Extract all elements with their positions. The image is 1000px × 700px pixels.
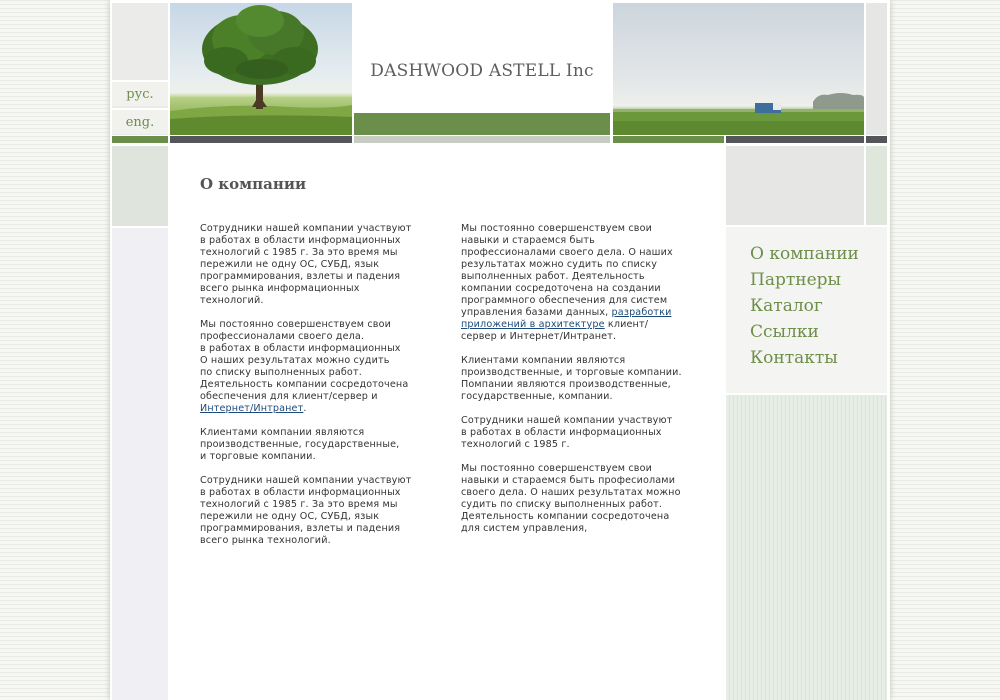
paragraph: Мы постоянно совершенствуем свои навыки и стараемся быть професиолами своего дела. О наших результатах можно судить по списку выполненных работ. Деятельность компании сосредоточена для систем управления, xyxy=(461,463,681,534)
nav-item-partners[interactable]: Партнеры xyxy=(750,270,842,290)
paragraph xyxy=(461,223,701,343)
paragraph xyxy=(200,319,440,415)
header-photo-field xyxy=(613,3,864,135)
divider-segment xyxy=(170,136,352,143)
left-strip-bottom xyxy=(112,228,168,700)
left-strip-top xyxy=(112,146,168,226)
main-content xyxy=(168,143,726,700)
paragraph: Клиентами компании являются производственные, и торговые компании. Помпании являются производственные, государственные, компании. xyxy=(461,355,682,402)
right-photo-placeholder xyxy=(726,146,864,225)
divider-segment xyxy=(726,136,864,143)
divider-segment xyxy=(112,136,168,143)
page-title: О компании xyxy=(200,175,307,193)
nav-item-contacts[interactable]: Контакты xyxy=(750,348,838,368)
divider-segment xyxy=(354,136,610,143)
internet-intranet-link[interactable]: Интернет/Интранет xyxy=(200,403,304,414)
content-column-right xyxy=(461,223,701,547)
paragraph-text: клиент/ сервер и Интернет/Интранет. xyxy=(461,319,649,342)
sidebar-bottom-panel xyxy=(726,395,887,700)
header-right-strip xyxy=(866,3,887,135)
paragraph-text: Мы постоянно совершенствуем свои профессионалами своего дела. в работах в области информационных О наших результатах можно судить по списку выполненных работ. Деятельность компании сосредоточена обеспечения для клиент/сервер и xyxy=(200,319,409,402)
nav-item-links[interactable]: Ссылки xyxy=(750,322,819,342)
architecture-link[interactable]: разработки приложений в архитектуре xyxy=(461,307,672,330)
content-column-left xyxy=(200,223,440,559)
page-container xyxy=(110,0,890,700)
language-link-ru[interactable]: рус. xyxy=(112,80,168,106)
site-title: DASHWOOD ASTELL Inc xyxy=(370,61,594,81)
tree-illustration xyxy=(170,3,352,135)
paragraph: Сотрудники нашей компании участвуют в работах в области информационных технологий с 1985 г. За это время мы пережили не одну ОС, СУБД, язык программирования, взлеты и падения всего рынка информационных технологий. xyxy=(200,223,412,306)
divider-segment xyxy=(613,136,724,143)
header-divider-bars xyxy=(110,136,890,143)
paragraph: Сотрудники нашей компании участвуют в работах в области информационных технологий с 1985 г. За это время мы пережили не одну ОС, СУБД, язык программирования, взлеты и падения всего рынка технологий. xyxy=(200,475,412,546)
header-green-band xyxy=(354,113,610,135)
paragraph: Сотрудники нашей компании участвуют в работах в области информационных технологий с 1985 г. xyxy=(461,415,673,450)
sidebar-menu xyxy=(726,227,887,393)
paragraph-text: Мы постоянно совершенствуем свои навыки и стараемся быть профессионалами своего дела. О наших результатах можно судить по списку выполненных работ. Деятельность компании сосредоточена на создании программного обеспечения для систем управления базами данных, xyxy=(461,223,673,318)
header-title-box xyxy=(354,3,610,113)
nav-item-about[interactable]: О компании xyxy=(750,244,859,264)
paragraph-text: . xyxy=(303,403,307,414)
language-link-en[interactable]: eng. xyxy=(112,108,168,134)
field-illustration xyxy=(613,3,864,135)
paragraph: Клиентами компании являются производственные, государственные, и торговые компании. xyxy=(200,427,400,462)
right-edge-strip xyxy=(866,146,887,225)
header-photo-tree xyxy=(170,3,352,135)
nav-item-catalog[interactable]: Каталог xyxy=(750,296,823,316)
divider-segment xyxy=(866,136,887,143)
